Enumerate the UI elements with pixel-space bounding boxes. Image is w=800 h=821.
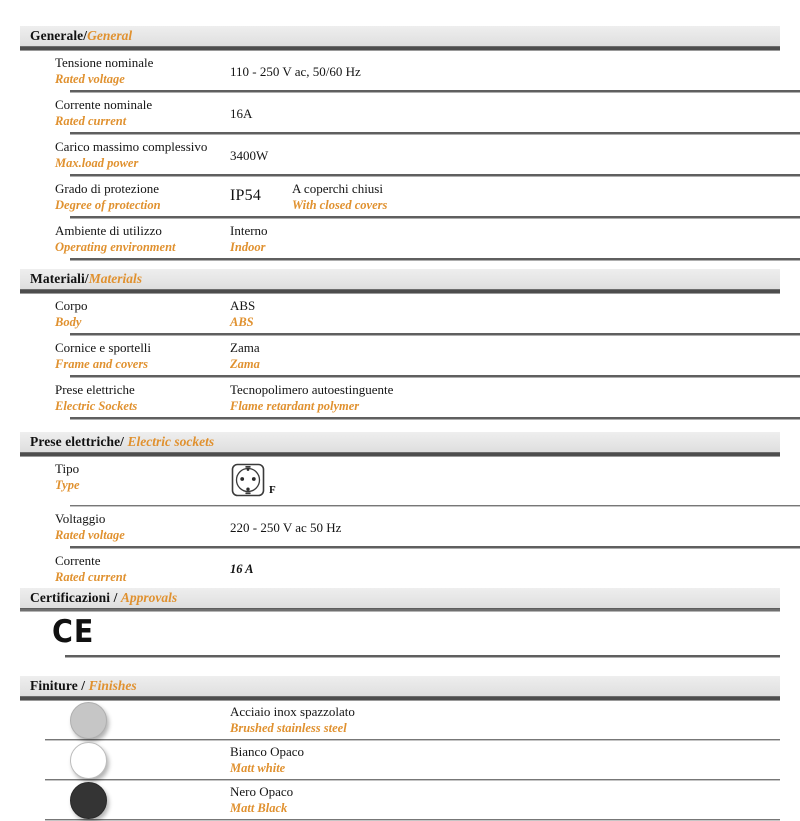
value-it: 220 - 250 V ac 50 Hz <box>230 520 342 535</box>
label-it: Carico massimo complessivo <box>55 139 208 154</box>
label-it: Prese elettriche <box>55 382 135 397</box>
finish-swatch-matt-white <box>70 742 107 779</box>
label-it: Corpo <box>55 298 88 313</box>
section-prese-elettriche <box>20 432 780 588</box>
section-finiture <box>20 676 780 821</box>
value-it: 3400W <box>230 148 269 163</box>
section-header-finiture <box>20 676 780 696</box>
row-label <box>45 54 230 88</box>
section-title-en: Approvals <box>120 590 178 605</box>
section-title-it: Materiali/ <box>30 271 89 286</box>
schuko-socket-icon <box>230 462 266 498</box>
row-value <box>230 54 480 80</box>
value-it: 110 - 250 V ac, 50/60 Hz <box>230 64 361 79</box>
table-row <box>45 51 780 90</box>
finish-text <box>230 783 780 817</box>
section-title-it: Generale/ <box>30 28 88 43</box>
list-item <box>20 741 780 779</box>
rows-generale <box>20 51 780 261</box>
label-en: Rated voltage <box>55 72 125 86</box>
finish-swatch-cell <box>45 702 230 739</box>
finish-name-en: Matt white <box>230 761 286 775</box>
row-value <box>230 180 292 205</box>
rows-materiali <box>20 294 780 420</box>
label-en: Electric Sockets <box>55 399 138 413</box>
finish-swatch-brushed-steel <box>70 702 107 739</box>
value-it: Zama <box>230 340 260 355</box>
row-value <box>230 339 480 373</box>
row-label <box>45 297 230 331</box>
row-value <box>230 552 480 578</box>
label-it: Voltaggio <box>55 511 106 526</box>
finish-swatch-cell <box>45 742 230 779</box>
table-row <box>45 549 780 588</box>
section-header-generale <box>20 26 780 46</box>
section-title-en: Finishes <box>88 678 137 693</box>
note-en: With closed covers <box>292 198 388 212</box>
ce-mark-area <box>20 612 780 658</box>
finish-name-it: Acciaio inox spazzolato <box>230 704 355 719</box>
table-row <box>45 294 780 333</box>
value-it: 16 A <box>230 562 254 576</box>
row-separator <box>65 655 780 658</box>
table-row <box>45 507 780 546</box>
value-en: Indoor <box>230 240 266 254</box>
section-title-en: Materials <box>88 271 142 286</box>
row-label <box>45 339 230 373</box>
row-label <box>45 222 230 256</box>
table-row <box>45 457 780 505</box>
row-label <box>45 552 230 586</box>
row-note <box>292 180 780 214</box>
label-en: Rated current <box>55 114 127 128</box>
row-label <box>45 180 230 214</box>
table-row <box>45 378 780 417</box>
note-it: A coperchi chiusi <box>292 181 383 196</box>
table-row <box>45 177 780 216</box>
section-certificazioni <box>20 588 780 658</box>
row-value <box>230 510 480 536</box>
row-label <box>45 460 230 494</box>
section-title-it: Prese elettriche/ <box>30 434 128 449</box>
label-it: Corrente nominale <box>55 97 153 112</box>
list-item <box>20 781 780 819</box>
section-header-prese <box>20 432 780 452</box>
section-header-materiali <box>20 269 780 289</box>
section-title-en: General <box>87 28 133 43</box>
section-title-it: Finiture / <box>30 678 89 693</box>
socket-type-label: F <box>269 484 276 496</box>
finish-text <box>230 703 780 737</box>
value-it: ABS <box>230 298 256 313</box>
value-it: Interno <box>230 223 268 238</box>
label-en: Frame and covers <box>55 357 149 371</box>
label-it: Ambiente di utilizzo <box>55 223 162 238</box>
row-label <box>45 510 230 544</box>
section-title-it: Certificazioni / <box>30 590 121 605</box>
value-it: 16A <box>230 106 253 121</box>
label-it: Grado di protezione <box>55 181 159 196</box>
finish-name-en: Brushed stainless steel <box>230 721 347 735</box>
row-value <box>230 297 480 331</box>
value-en: Flame retardant polymer <box>230 399 360 413</box>
list-item <box>20 701 780 739</box>
rows-prese <box>20 457 780 588</box>
row-label <box>45 96 230 130</box>
label-en: Degree of protection <box>55 198 161 212</box>
finish-name-it: Bianco Opaco <box>230 744 305 759</box>
section-title-en: Electric sockets <box>127 434 215 449</box>
row-label <box>45 138 230 172</box>
table-row <box>45 93 780 132</box>
table-row <box>45 219 780 258</box>
finish-swatch-cell <box>45 782 230 819</box>
value-en: Zama <box>230 357 260 371</box>
finish-name-it: Nero Opaco <box>230 784 294 799</box>
socket-type-f-symbol <box>230 460 480 498</box>
section-header-certificazioni <box>20 588 780 608</box>
label-it: Cornice e sportelli <box>55 340 152 355</box>
section-materiali <box>20 269 780 420</box>
ce-mark-icon: CE <box>52 614 95 650</box>
finish-swatch-matt-black <box>70 782 107 819</box>
row-value <box>230 138 480 164</box>
row-value <box>230 96 480 122</box>
value-ip-rating: IP54 <box>230 187 262 204</box>
value-en: ABS <box>230 315 254 329</box>
finish-name-en: Matt Black <box>230 801 288 815</box>
label-en: Rated current <box>55 570 127 584</box>
label-en: Operating environment <box>55 240 176 254</box>
table-row <box>45 135 780 174</box>
section-generale <box>20 26 780 261</box>
label-en: Rated voltage <box>55 528 125 542</box>
table-row <box>45 336 780 375</box>
label-en: Type <box>55 478 80 492</box>
row-label <box>45 381 230 415</box>
label-en: Body <box>55 315 82 329</box>
row-value <box>230 381 560 415</box>
value-it: Tecnopolimero autoestinguente <box>230 382 394 397</box>
finish-text <box>230 743 780 777</box>
row-value <box>230 460 480 498</box>
label-it: Corrente <box>55 553 101 568</box>
label-it: Tensione nominale <box>55 55 154 70</box>
label-it: Tipo <box>55 461 80 476</box>
row-value <box>230 222 480 256</box>
label-en: Max.load power <box>55 156 139 170</box>
